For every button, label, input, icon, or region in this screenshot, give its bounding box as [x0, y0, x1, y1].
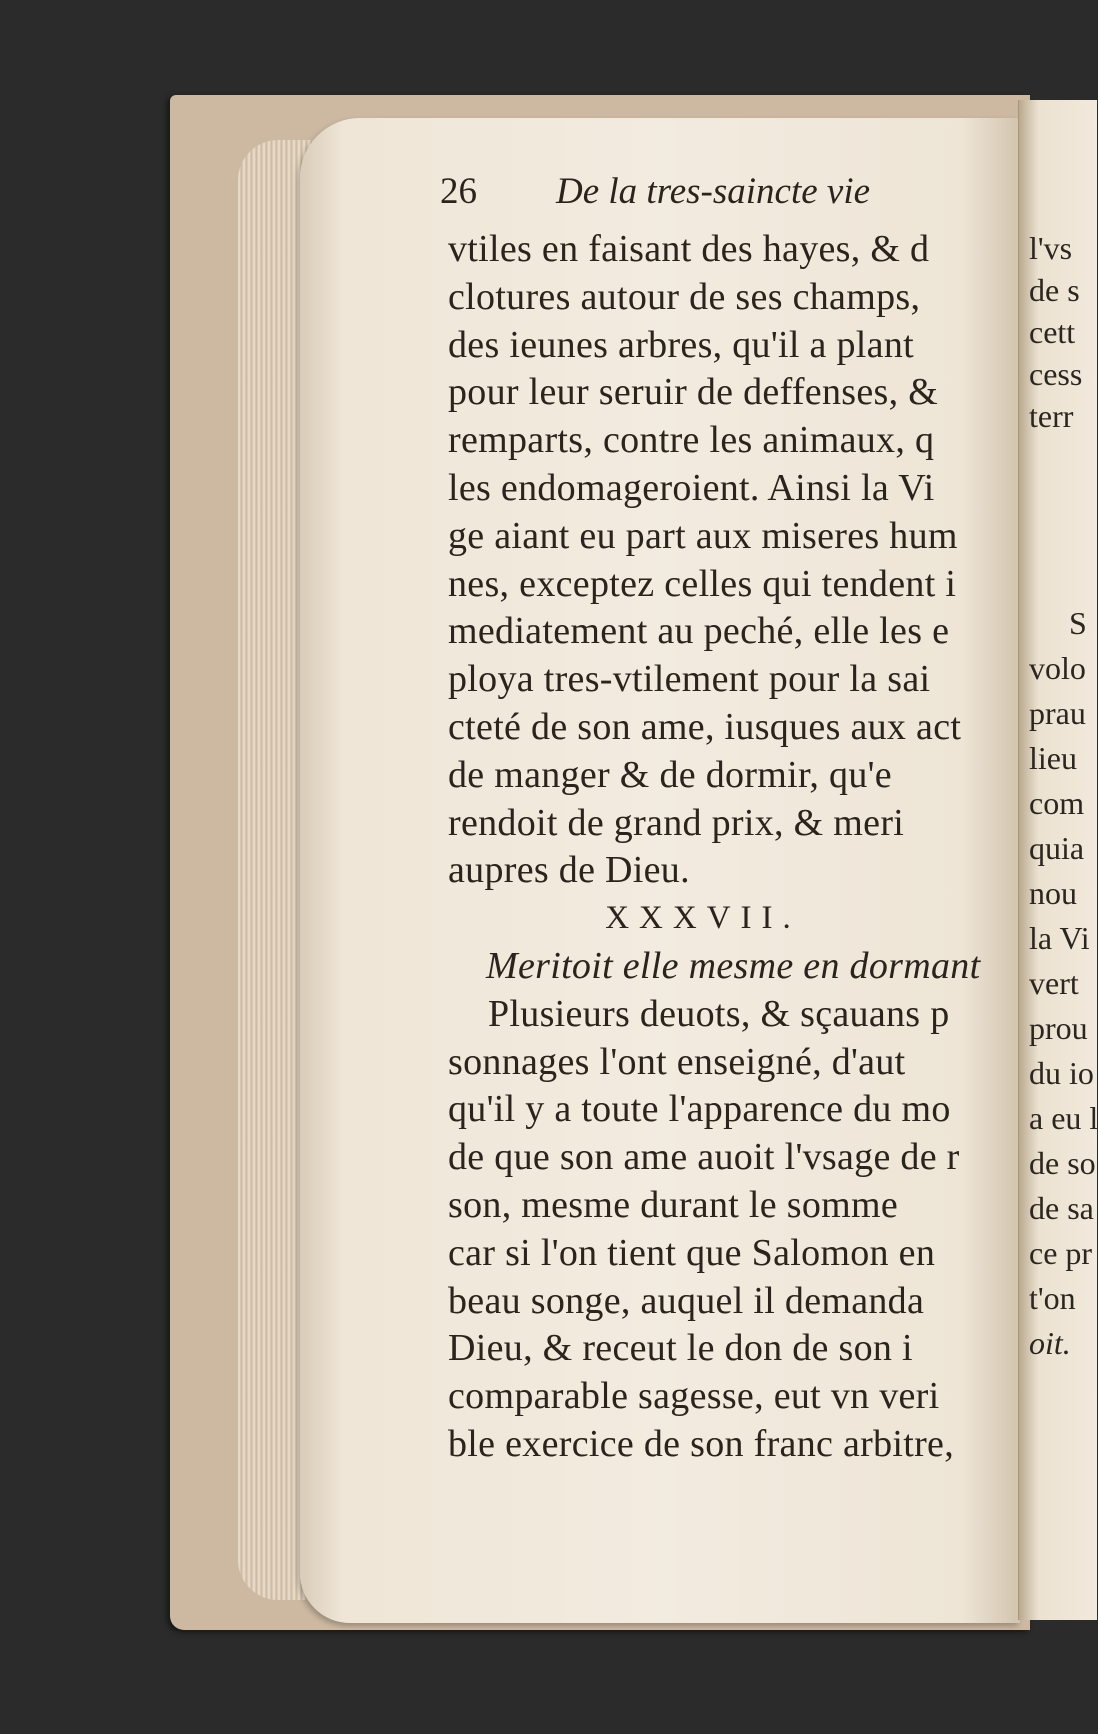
- text-line: beau songe, auquel il demanda: [448, 1279, 925, 1322]
- section-subtitle: Meritoit elle mesme en dormant: [486, 944, 981, 987]
- facing-fragment: t'on: [1029, 1280, 1076, 1316]
- text-line: Dieu, & receut le don de son i: [448, 1327, 913, 1370]
- text-line: ploya tres-vtilement pour la sai: [448, 658, 931, 701]
- text-line: remparts, contre les animaux, q: [448, 419, 935, 462]
- text-line: mediatement au peché, elle les e: [448, 610, 950, 653]
- text-line: Plusieurs deuots, & sçauans p: [488, 992, 950, 1035]
- text-line: car si l'on tient que Salomon en: [448, 1231, 936, 1274]
- facing-fragment: la Vi: [1029, 920, 1090, 956]
- text-line: de manger & de dormir, qu'e: [448, 753, 892, 796]
- text-line: ge aiant eu part aux miseres hum: [448, 514, 958, 557]
- facing-fragment: oit.: [1029, 1325, 1071, 1361]
- facing-fragment: lieu: [1029, 740, 1077, 776]
- text-line: rendoit de grand prix, & meri: [448, 801, 905, 844]
- text-line: cteté de son ame, iusques aux act: [448, 705, 962, 748]
- facing-fragment: volo: [1029, 650, 1086, 686]
- text-line: de que son ame auoit l'vsage de r: [448, 1136, 960, 1179]
- text-line: ble exercice de son franc arbitre,: [448, 1422, 955, 1465]
- facing-fragment: com: [1029, 785, 1085, 821]
- text-line: comparable sagesse, eut vn veri: [448, 1375, 940, 1418]
- facing-fragment: l'vs: [1029, 230, 1073, 266]
- facing-fragment: vert: [1029, 965, 1079, 1001]
- facing-fragment: cett: [1029, 314, 1076, 350]
- facing-fragment: quia: [1029, 830, 1085, 866]
- facing-fragment: S: [1069, 605, 1087, 641]
- text-line: sonnages l'ont enseigné, d'aut: [448, 1040, 906, 1083]
- text-line: son, mesme durant le somme: [448, 1183, 898, 1226]
- running-title: De la tres-saincte vie: [556, 171, 871, 212]
- facing-fragment: du io: [1029, 1055, 1094, 1091]
- text-line: aupres de Dieu.: [448, 849, 690, 892]
- text-line: clotures autour de ses champs,: [448, 275, 921, 318]
- text-line: qu'il y a toute l'apparence du mo: [448, 1088, 951, 1131]
- facing-fragment: nou: [1029, 875, 1077, 911]
- facing-fragment: cess: [1029, 356, 1083, 392]
- facing-fragment: de s: [1029, 272, 1080, 308]
- running-head: [440, 170, 1018, 226]
- facing-fragment: de so: [1029, 1145, 1096, 1181]
- page-number: 26: [440, 171, 477, 212]
- section-number: XXXVII.: [605, 900, 801, 937]
- text-line: des ieunes arbres, qu'il a plant: [448, 323, 914, 366]
- text-line: nes, exceptez celles qui tendent i: [448, 562, 957, 605]
- facing-fragment: de sa: [1029, 1190, 1094, 1226]
- text-line: pour leur seruir de deffenses, &: [448, 371, 939, 414]
- facing-fragment: ce pr: [1029, 1235, 1093, 1271]
- facing-fragment: a eu l: [1029, 1100, 1098, 1136]
- facing-fragment: prou: [1029, 1010, 1088, 1046]
- text-line: vtiles en faisant des hayes, & d: [448, 228, 930, 270]
- page-text: [440, 170, 1018, 1470]
- facing-fragment: terr: [1029, 398, 1074, 434]
- facing-page: [1018, 100, 1097, 1620]
- text-line: les endomageroient. Ainsi la Vi: [448, 466, 935, 509]
- facing-fragment: prau: [1029, 695, 1086, 731]
